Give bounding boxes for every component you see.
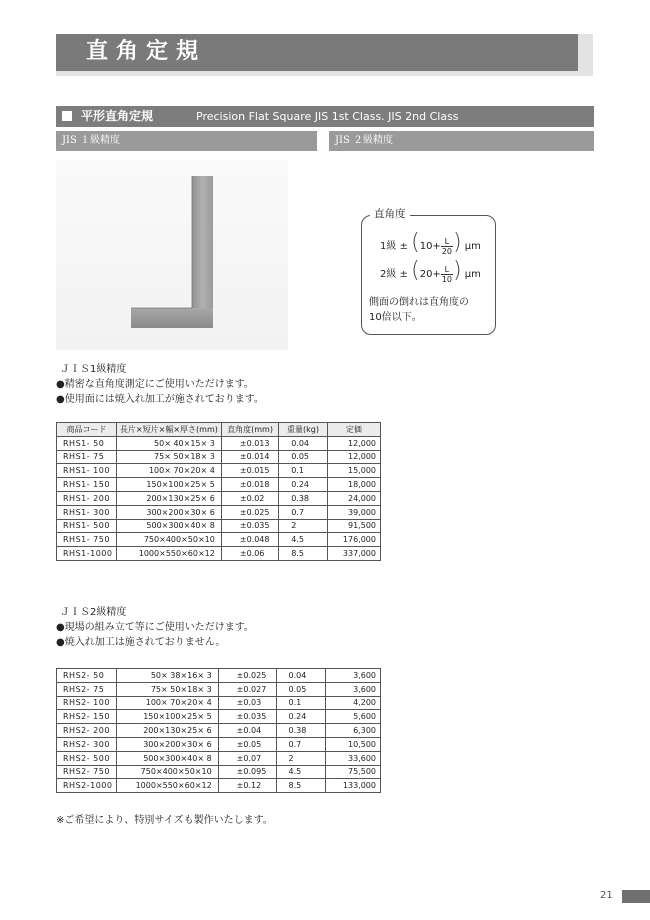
table-cell: 150×100×25× 5 [116,478,221,492]
section-title-en: Precision Flat Square JIS 1st Class. JIS 2nd Class [196,110,459,123]
table-row [57,682,381,696]
table-cell: ±0.048 [221,533,278,547]
jis2-table [56,668,381,793]
table-cell: 18,000 [327,478,380,492]
table-cell: 0.7 [276,737,326,751]
spec-class2-base: 20+ [419,269,441,280]
table-cell: RHS2- 300 [57,737,117,751]
table-cell: 2 [279,519,328,533]
square-ruler-image [56,160,288,350]
table-row [57,450,381,464]
table-row [57,765,381,779]
table-cell: 0.04 [279,436,328,450]
table-cell: 500×300×40× 8 [116,751,218,765]
table-row [57,751,381,765]
table-cell: RHS1-1000 [57,547,117,561]
table-cell: 12,000 [327,450,380,464]
table-cell: ±0.07 [218,751,276,765]
column-header: 重量(kg) [279,423,328,437]
table-row [57,491,381,505]
table-cell: 1000×550×60×12 [116,547,221,561]
table-cell: RHS2- 750 [57,765,117,779]
table-row [57,737,381,751]
table-cell: 0.04 [276,669,326,683]
table-cell: RHS1- 50 [57,436,117,450]
spec-class1-fraction: $\frac{L}{20}$ [441,236,452,256]
spec-row-class1: 1級 ± (10+ $\frac{L}{20}$ ) μm [380,230,481,256]
table-cell: 8.5 [279,547,328,561]
table-cell: 10,500 [326,737,381,751]
spec-note-line1: 側面の倒れは直角度の [369,297,469,308]
table-cell: 12,000 [327,436,380,450]
table-cell: 50× 38×16× 3 [116,669,218,683]
table-cell: 200×130×25× 6 [116,724,218,738]
table-row [57,696,381,710]
table-cell: 0.24 [276,710,326,724]
table-cell: 0.7 [279,505,328,519]
table-cell: 750×400×50×10 [116,533,221,547]
table-cell: ±0.05 [218,737,276,751]
jis1-bullet1: ●精密な直角度測定にご使用いただけます。 [56,379,254,390]
page-number: 21 [600,890,613,901]
table-cell: ±0.014 [221,450,278,464]
section-title-jp: 平形直角定規 [81,109,154,123]
table-cell: RHS1- 200 [57,491,117,505]
table-cell: ±0.12 [218,779,276,793]
jis2-bullet2: ●焼入れ加工は施されておりません。 [56,637,226,648]
spec-note-line2: 10倍以下。 [369,312,422,323]
table-cell: RHS1- 300 [57,505,117,519]
table-cell: 176,000 [327,533,380,547]
jis1-bullet2: ●使用面には焼入れ加工が施されております。 [56,394,264,405]
square-bullet-icon [62,111,72,121]
subhead-jis2: JIS ２級精度 [329,131,594,151]
table-cell: RHS2- 100 [57,696,117,710]
product-photo [56,160,288,350]
table-cell: ±0.027 [218,682,276,696]
footnote: ※ご希望により、特別サイズも製作いたします。 [56,815,273,826]
spec-row-class2: 2級 ± (20+ $\frac{L}{10}$ ) μm [380,258,481,284]
table-cell: ±0.035 [218,710,276,724]
table-cell: 3,600 [326,669,381,683]
table-cell: ±0.025 [221,505,278,519]
table-cell: RHS1- 500 [57,519,117,533]
table-cell: ±0.04 [218,724,276,738]
table-cell: RHS1- 750 [57,533,117,547]
table-cell: ±0.06 [221,547,278,561]
table-cell: ±0.013 [221,436,278,450]
table-cell: ±0.03 [218,696,276,710]
table-cell: 24,000 [327,491,380,505]
column-header: 長片×短片×幅×厚さ(mm) [116,423,221,437]
table-cell: ±0.095 [218,765,276,779]
table-cell: 1000×550×60×12 [116,779,218,793]
table-cell: RHS1- 75 [57,450,117,464]
table-cell: 33,600 [326,751,381,765]
jis2-bullet1: ●現場の組み立て等にご使用いただけます。 [56,622,254,633]
table-cell: 4,200 [326,696,381,710]
spec-class1-base: 10+ [419,241,441,252]
table-cell: 39,000 [327,505,380,519]
column-header: 定価 [327,423,380,437]
table-cell: ±0.015 [221,464,278,478]
table-cell: 15,000 [327,464,380,478]
table-cell: ±0.035 [221,519,278,533]
table-cell: 0.24 [279,478,328,492]
table-cell: 133,000 [326,779,381,793]
table-cell: 500×300×40× 8 [116,519,221,533]
table-cell: 100× 70×20× 4 [116,464,221,478]
table-cell: 75× 50×18× 3 [116,450,221,464]
column-header: 商品コード [57,423,117,437]
table-cell: 6,300 [326,724,381,738]
table-cell: 4.5 [276,765,326,779]
table-row [57,436,381,450]
table-cell: 0.05 [276,682,326,696]
table-cell: 3,600 [326,682,381,696]
table-row [57,533,381,547]
table-cell: 91,500 [327,519,380,533]
table-cell: 150×100×25× 5 [116,710,218,724]
table-cell: ±0.018 [221,478,278,492]
table-cell: 4.5 [279,533,328,547]
jis2-heading: ＪＩＳ2級精度 [60,607,127,618]
table-cell: 200×130×25× 6 [116,491,221,505]
table-row [57,724,381,738]
table-row [57,710,381,724]
subhead-jis1: JIS １級精度 [56,131,317,151]
table-cell: 300×200×30× 6 [116,737,218,751]
table-cell: 0.38 [276,724,326,738]
table-cell: RHS1- 150 [57,478,117,492]
table-cell: RHS2- 200 [57,724,117,738]
table-cell: 0.1 [279,464,328,478]
jis1-table [56,422,381,561]
table-cell: 0.1 [276,696,326,710]
page-title: 直角定規 [86,39,207,64]
table-cell: 75× 50×18× 3 [116,682,218,696]
table-cell: RHS2- 500 [57,751,117,765]
table-cell: ±0.02 [221,491,278,505]
table-cell: 337,000 [327,547,380,561]
jis1-heading: ＪＩＳ1級精度 [60,364,127,375]
table-cell: 8.5 [276,779,326,793]
table-cell: 750×400×50×10 [116,765,218,779]
table-row [57,478,381,492]
table-cell: 50× 40×15× 3 [116,436,221,450]
table-cell: 100× 70×20× 4 [116,696,218,710]
table-cell: RHS2-1000 [57,779,117,793]
column-header: 直角度(mm) [221,423,278,437]
table-row [57,505,381,519]
table-header-row [57,423,381,437]
spec-class2-label: 2級 ± [380,269,408,280]
table-cell: RHS2- 75 [57,682,117,696]
spec-title: 直角度 [370,207,410,221]
table-cell: 2 [276,751,326,765]
table-row [57,547,381,561]
table-cell: 0.38 [279,491,328,505]
table-cell: 5,600 [326,710,381,724]
table-row [57,779,381,793]
table-cell: RHS1- 100 [57,464,117,478]
table-cell: 75,500 [326,765,381,779]
table-row [57,519,381,533]
table-cell: RHS2- 150 [57,710,117,724]
page-tab [622,890,650,903]
spec-class2-fraction: $\frac{L}{10}$ [441,264,452,284]
table-row [57,464,381,478]
table-row [57,669,381,683]
spec-class1-label: 1級 ± [380,241,408,252]
spec-class1-unit: μm [464,241,481,252]
table-cell: RHS2- 50 [57,669,117,683]
table-cell: 0.05 [279,450,328,464]
spec-class2-unit: μm [464,269,481,280]
table-cell: ±0.025 [218,669,276,683]
table-cell: 300×200×30× 6 [116,505,221,519]
